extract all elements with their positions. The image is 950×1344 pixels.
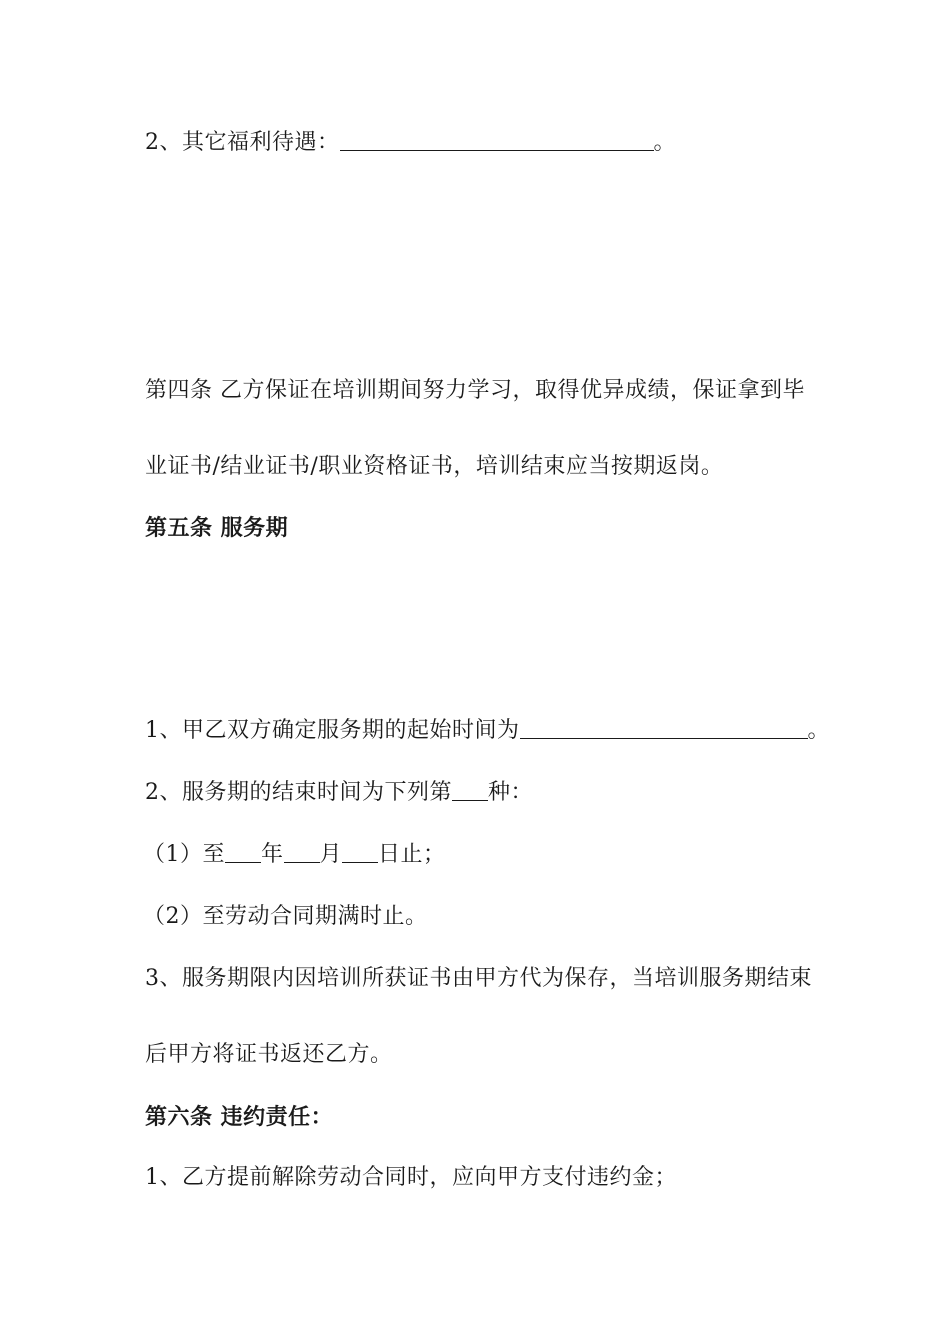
service-end-line xyxy=(145,778,533,808)
option-1-label: （1）至 xyxy=(143,842,225,867)
article-6-heading: 第六条 违约责任： xyxy=(145,1104,334,1130)
service-end-choice-blank[interactable] xyxy=(452,778,488,801)
day-blank[interactable] xyxy=(342,840,378,863)
month-label: 月 xyxy=(319,842,343,867)
welfare-line xyxy=(145,128,676,158)
article-5-heading: 第五条 服务期 xyxy=(145,515,289,541)
year-blank[interactable] xyxy=(225,840,261,863)
service-start-line xyxy=(145,716,830,746)
welfare-blank[interactable] xyxy=(340,128,654,151)
service-start-suffix: 。 xyxy=(807,718,831,743)
breach-item-1: 1、乙方提前解除劳动合同时，应向甲方支付违约金； xyxy=(145,1165,677,1190)
certificate-line-2: 后甲方将证书返还乙方。 xyxy=(145,1042,393,1067)
service-start-blank[interactable] xyxy=(520,716,808,739)
service-end-suffix: 种： xyxy=(488,780,534,805)
year-label: 年 xyxy=(261,842,284,867)
option-2-line: （2）至劳动合同期满时止。 xyxy=(143,904,428,929)
service-start-label: 1、甲乙双方确定服务期的起始时间为 xyxy=(145,718,520,743)
welfare-suffix: 。 xyxy=(653,130,677,155)
option-1-line xyxy=(143,840,446,870)
welfare-label: 2、其它福利待遇： xyxy=(145,130,340,155)
month-blank[interactable] xyxy=(284,840,320,863)
certificate-line-1: 3、服务期限内因培训所获证书由甲方代为保存，当培训服务期结束 xyxy=(145,966,812,991)
article-4-line-1: 第四条 乙方保证在培训期间努力学习，取得优异成绩，保证拿到毕 xyxy=(145,378,805,403)
service-end-label: 2、服务期的结束时间为下列第 xyxy=(145,780,452,805)
article-4-line-2: 业证书/结业证书/职业资格证书，培训结束应当按期返岗。 xyxy=(145,454,724,479)
day-label: 日止； xyxy=(378,842,446,867)
